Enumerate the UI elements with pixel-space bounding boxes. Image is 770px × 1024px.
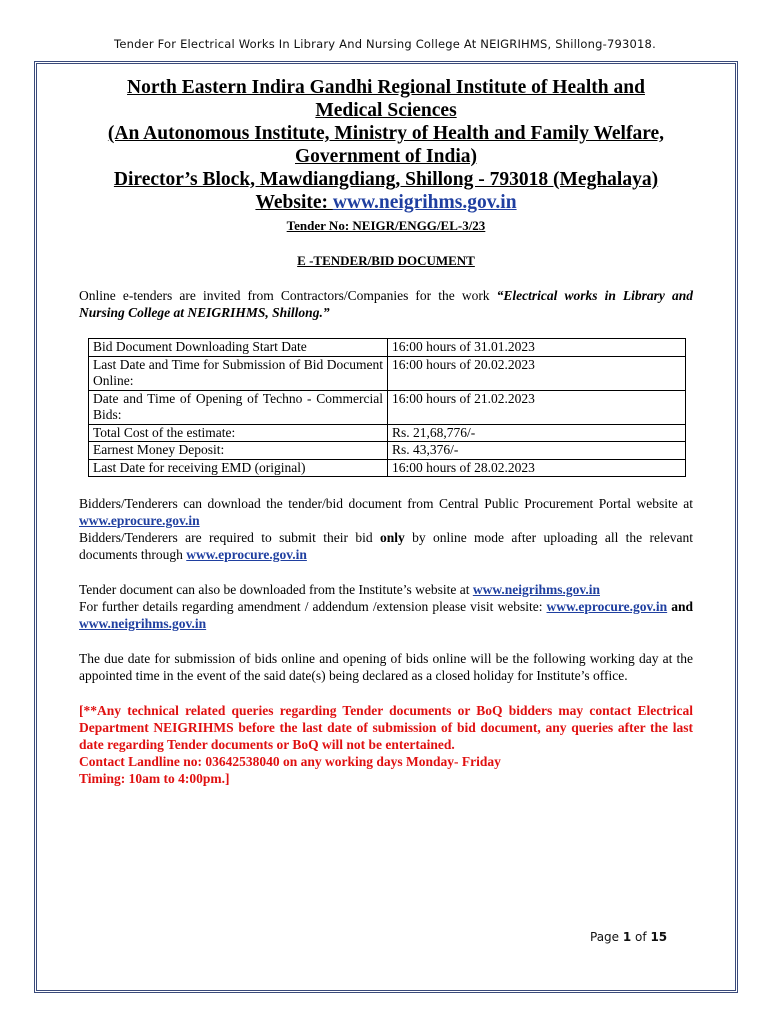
neigrihms-link[interactable]: www.neigrihms.gov.in: [472, 582, 600, 597]
schedule-row: [89, 390, 686, 424]
holiday-paragraph: The due date for submission of bids online and opening of bids online will be the following working day at the appointed time in the event of the said date(s) being declared as a closed holiday for Institute’s office.: [79, 651, 693, 683]
schedule-row: [89, 339, 686, 357]
schedule-value: Rs. 43,376/-: [388, 442, 686, 460]
download-text: Bidders/Tenderers can download the tender/bid document from Central Public Procurement Portal website at: [79, 496, 693, 511]
schedule-label: Total Cost of the estimate:: [89, 424, 388, 442]
website-label: Website:: [255, 192, 333, 213]
title-line: Director’s Block, Mawdiangdiang, Shillong - 793018 (Meghalaya): [113, 169, 659, 190]
neigrihms-link[interactable]: www.neigrihms.gov.in: [79, 616, 207, 631]
schedule-label: Date and Time of Opening of Techno - Commercial Bids:: [89, 390, 388, 424]
document-body: [79, 76, 693, 787]
title-line: Medical Sciences: [315, 100, 457, 121]
schedule-row: [89, 459, 686, 477]
schedule-row: [89, 356, 686, 390]
title-line: (An Autonomous Institute, Ministry of Health and Family Welfare,: [107, 123, 665, 144]
running-header: Tender For Electrical Works In Library And Nursing College At NEIGRIHMS, Shillong-793018.: [114, 37, 656, 51]
details-text: For further details regarding amendment / addendum /extension please visit website:: [79, 599, 547, 614]
schedule-value: 16:00 hours of 28.02.2023: [388, 459, 686, 477]
institute-paragraph: [79, 581, 693, 598]
schedule-table: [88, 338, 686, 477]
page-number: [590, 930, 667, 944]
submit-text-1: Bidders/Tenderers are required to submit their bid: [79, 530, 380, 545]
only-word: only: [379, 530, 405, 545]
schedule-value: Rs. 21,68,776/-: [388, 424, 686, 442]
document-heading: E -TENDER/BID DOCUMENT: [297, 253, 475, 268]
submit-text-2: by online mode after uploading all the relevant documents through: [79, 530, 693, 562]
schedule-row: [89, 442, 686, 460]
eprocure-link[interactable]: www.eprocure.gov.in: [186, 547, 307, 562]
page-of: of: [631, 930, 651, 944]
notice-block: [79, 702, 693, 787]
intro-text: Online e-tenders are invited from Contractors/Companies for the work: [79, 288, 497, 303]
schedule-label: Bid Document Downloading Start Date: [89, 339, 388, 357]
schedule-label: Last Date and Time for Submission of Bid Document Online:: [89, 356, 388, 390]
details-paragraph: [79, 598, 693, 632]
download-paragraph: [79, 495, 693, 529]
submit-paragraph: [79, 529, 693, 563]
page-current: 1: [622, 930, 632, 944]
page-label: Page: [590, 930, 623, 944]
page-total: 15: [650, 930, 668, 944]
and-word: and: [667, 599, 693, 614]
eprocure-link[interactable]: www.eprocure.gov.in: [79, 513, 200, 528]
schedule-row: [89, 424, 686, 442]
title-line: Government of India): [295, 146, 477, 167]
work-title: “Electrical works in Library and Nursing College at NEIGRIHMS, Shillong.”: [79, 288, 694, 320]
notice-line: Contact Landline no: 03642538040 on any working days Monday- Friday: [79, 754, 501, 769]
notice-line: Timing: 10am to 4:00pm.]: [79, 771, 230, 786]
notice-line: [**Any technical related queries regarding Tender documents or BoQ bidders may contact Electrical Department NEIGRIHMS before the last date of submission of bid document, any queries after the last date regarding Tender documents or BoQ will not be entertained.: [79, 703, 693, 752]
schedule-value: 16:00 hours of 21.02.2023: [388, 390, 686, 424]
title-line: North Eastern Indira Gandhi Regional Institute of Health and: [127, 77, 645, 98]
website-line: [79, 191, 693, 214]
schedule-value: 16:00 hours of 20.02.2023: [388, 356, 686, 390]
eprocure-link[interactable]: www.eprocure.gov.in: [546, 599, 668, 614]
intro-paragraph: [79, 287, 693, 321]
schedule-value: 16:00 hours of 31.01.2023: [388, 339, 686, 357]
tender-number: Tender No: NEIGR/ENGG/EL-3/23: [286, 218, 486, 233]
institute-title: [79, 76, 693, 191]
institute-text: Tender document can also be downloaded from the Institute’s website at: [79, 582, 473, 597]
website-link[interactable]: www.neigrihms.gov.in: [332, 192, 517, 213]
schedule-label: Last Date for receiving EMD (original): [89, 459, 388, 477]
schedule-label: Earnest Money Deposit:: [89, 442, 388, 460]
